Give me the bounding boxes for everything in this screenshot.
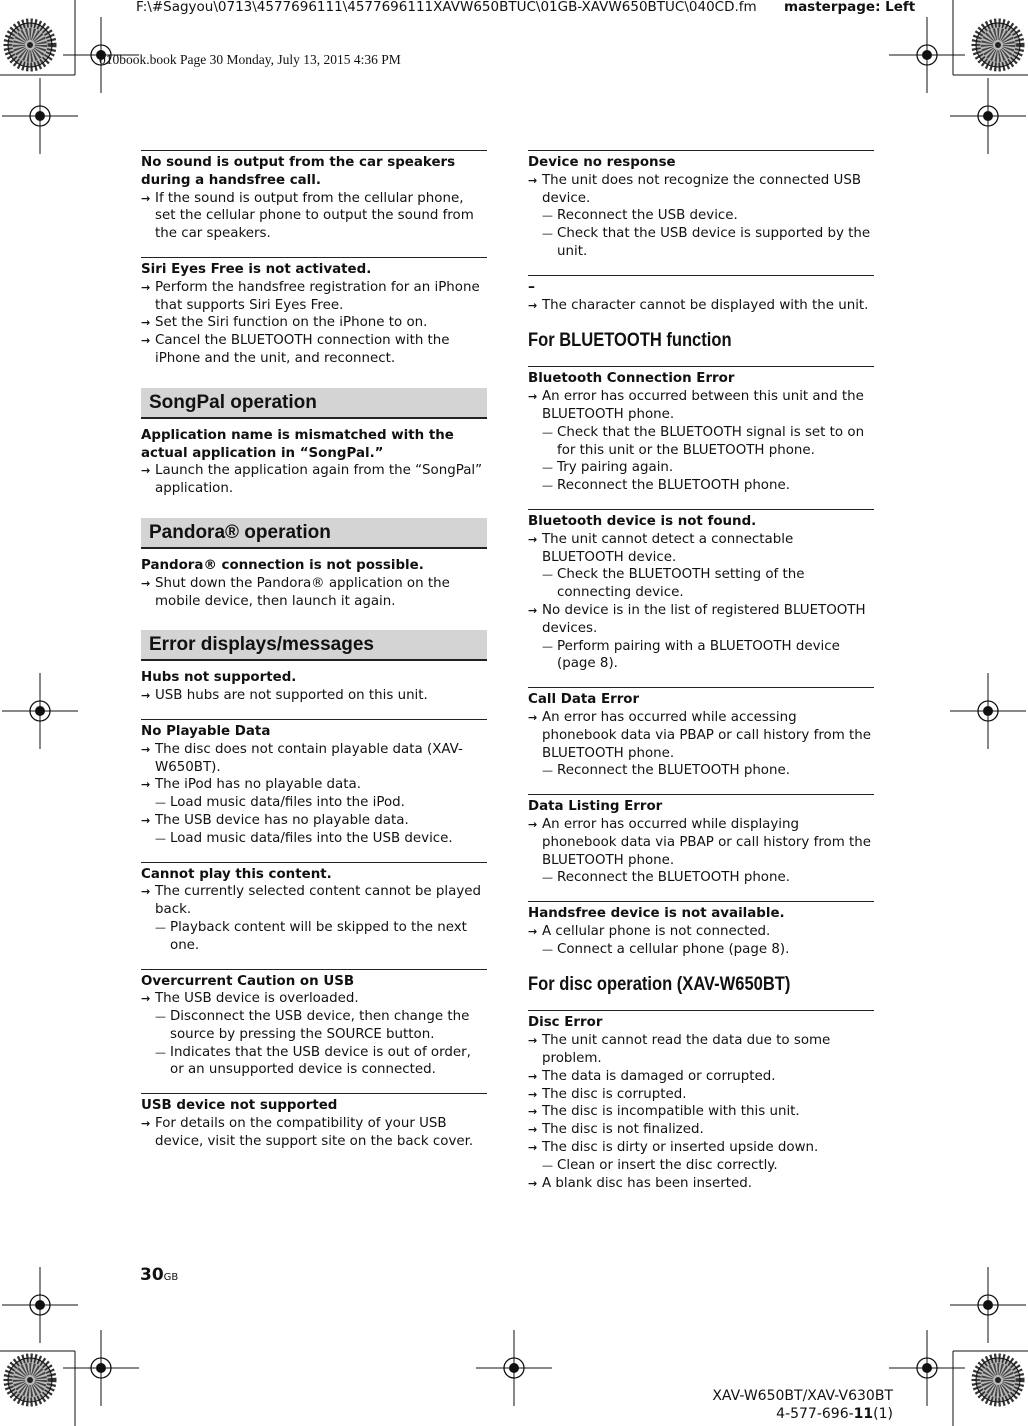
bullet: → Cancel the BLUETOOTH connection with the iPhone and the unit, and reconnect. bbox=[141, 332, 487, 368]
entry-title: Data Listing Error bbox=[528, 799, 663, 815]
entry-title: Pandora® connection is not possible. bbox=[141, 557, 424, 573]
bullet: → The iPod has no playable data. bbox=[141, 776, 487, 794]
entry-overcurrent bbox=[141, 969, 487, 1094]
dash-item: — Connect a cellular phone (page 8). bbox=[528, 941, 874, 959]
entry-title: Application name is mismatched with the actual application in “SongPal.” bbox=[141, 427, 454, 461]
entry-title: Bluetooth Connection Error bbox=[528, 371, 735, 387]
entry-title: Siri Eyes Free is not activated. bbox=[141, 261, 372, 277]
dash-item: — Reconnect the BLUETOOTH phone. bbox=[528, 762, 874, 780]
left-column bbox=[141, 150, 487, 1165]
dash-item: — Check that the USB device is supported by the unit. bbox=[528, 225, 874, 261]
page-number bbox=[140, 1265, 178, 1285]
entry-title: Cannot play this content. bbox=[141, 866, 332, 882]
entry-bt-connection-error bbox=[528, 366, 874, 509]
entry-title: Hubs not supported. bbox=[141, 670, 297, 686]
entry-hubs bbox=[141, 666, 487, 719]
dash-item: — Reconnect the BLUETOOTH phone. bbox=[528, 869, 874, 887]
entry-title: Bluetooth device is not found. bbox=[528, 513, 757, 529]
bullet: → For details on the compatibility of your USB device, visit the support site on the back cover. bbox=[141, 1115, 487, 1151]
entry-bt-not-found bbox=[528, 509, 874, 687]
entry-data-listing-error bbox=[528, 794, 874, 901]
entry-title: No sound is output from the car speakers during a handsfree call. bbox=[141, 155, 456, 188]
right-column bbox=[528, 150, 874, 1206]
bullet: → An error has occurred between this unit and the BLUETOOTH phone. bbox=[528, 388, 874, 424]
entry-cannot-play bbox=[141, 862, 487, 969]
entry-title: Call Data Error bbox=[528, 692, 640, 708]
part-code-prefix: 4-577-696- bbox=[776, 1406, 854, 1422]
bullet: → The disc is not finalized. bbox=[528, 1121, 874, 1139]
entry-pandora bbox=[141, 554, 487, 624]
bullet: → USB hubs are not supported on this unit. bbox=[141, 687, 487, 705]
part-code bbox=[776, 1406, 893, 1422]
dash-item: — Clean or insert the disc correctly. bbox=[528, 1157, 874, 1175]
section-band-songpal: SongPal operation bbox=[141, 388, 487, 419]
bullet: → The character cannot be displayed with the unit. bbox=[528, 297, 874, 315]
bullet: → Perform the handsfree registration for an iPhone that supports Siri Eyes Free. bbox=[141, 279, 487, 315]
dash-item: — Playback content will be skipped to the next one. bbox=[141, 919, 487, 955]
bullet: → The disc is incompatible with this unit. bbox=[528, 1103, 874, 1121]
entry-no-playable-data bbox=[141, 719, 487, 862]
bullet: → An error has occurred while displaying phonebook data via PBAP or call history from the BLUETOOTH phone. bbox=[528, 816, 874, 869]
entry-title: – bbox=[528, 278, 535, 295]
bullet: → The disc does not contain playable data (XAV-W650BT). bbox=[141, 741, 487, 777]
dash-item: — Perform pairing with a BLUETOOTH device (page 8). bbox=[528, 638, 874, 674]
section-band-pandora: Pandora® operation bbox=[141, 518, 487, 549]
entry-songpal bbox=[141, 424, 487, 512]
bullet: → No device is in the list of registered BLUETOOTH devices. bbox=[528, 602, 874, 638]
bullet: → The unit cannot read the data due to some problem. bbox=[528, 1032, 874, 1068]
bullet: → The unit does not recognize the connected USB device. bbox=[528, 172, 874, 208]
bullet: → The unit cannot detect a connectable BLUETOOTH device. bbox=[528, 531, 874, 567]
bullet: → The USB device is overloaded. bbox=[141, 990, 487, 1008]
bullet: → A blank disc has been inserted. bbox=[528, 1175, 874, 1193]
dash-item: — Reconnect the USB device. bbox=[528, 207, 874, 225]
part-code-suffix: (1) bbox=[873, 1406, 893, 1422]
dash-item: — Load music data/files into the iPod. bbox=[141, 794, 487, 812]
bullet: → The currently selected content cannot be played back. bbox=[141, 883, 487, 919]
section-heading-disc: For disc operation (XAV-W650BT) bbox=[528, 974, 791, 996]
dash-item: — Load music data/files into the USB device. bbox=[141, 830, 487, 848]
bullet: → The disc is dirty or inserted upside down. bbox=[528, 1139, 874, 1157]
part-code-bold: 11 bbox=[853, 1406, 874, 1422]
page-number-value: 30 bbox=[140, 1265, 164, 1285]
entry-title: Device no response bbox=[528, 155, 676, 170]
bullet: → An error has occurred while accessing phonebook data via PBAP or call history from the BLUETOOTH phone. bbox=[528, 709, 874, 762]
dash-item: — Check the BLUETOOTH setting of the connecting device. bbox=[528, 566, 874, 602]
entry-title: Disc Error bbox=[528, 1015, 603, 1031]
entry-disc-error bbox=[528, 1010, 874, 1206]
entry-siri bbox=[141, 257, 487, 382]
bullet: → The disc is corrupted. bbox=[528, 1086, 874, 1104]
entry-title: No Playable Data bbox=[141, 723, 271, 739]
entry-handsfree-unavailable bbox=[528, 901, 874, 972]
bullet: → The data is damaged or corrupted. bbox=[528, 1068, 874, 1086]
section-band-errors: Error displays/messages bbox=[141, 630, 487, 661]
entry-device-no-response bbox=[528, 150, 874, 275]
entry-title: Overcurrent Caution on USB bbox=[141, 973, 355, 989]
dash-item: — Try pairing again. bbox=[528, 459, 874, 477]
entry-usb-not-supported bbox=[141, 1093, 487, 1164]
entry-call-data-error bbox=[528, 687, 874, 794]
model-numbers: XAV-W650BT/XAV-V630BT bbox=[712, 1388, 893, 1404]
entry-title: USB device not supported bbox=[141, 1098, 338, 1114]
dash-item: — Disconnect the USB device, then change the source by pressing the SOURCE button. bbox=[141, 1008, 487, 1044]
page-number-suffix: GB bbox=[163, 1272, 179, 1283]
entry-title: Handsfree device is not available. bbox=[528, 906, 785, 922]
masterpage-label: masterpage: Left bbox=[784, 0, 916, 15]
dash-item: — Indicates that the USB device is out of order, or an unsupported device is connected. bbox=[141, 1044, 487, 1080]
bullet: → The USB device has no playable data. bbox=[141, 812, 487, 830]
dash-item: — Reconnect the BLUETOOTH phone. bbox=[528, 477, 874, 495]
bullet: → If the sound is output from the cellular phone, set the cellular phone to output the sound from the car speakers. bbox=[141, 190, 487, 243]
bullet: → Launch the application again from the “SongPal” application. bbox=[141, 462, 487, 498]
entry-no-sound bbox=[141, 150, 487, 257]
bullet: → Shut down the Pandora® application on the mobile device, then launch it again. bbox=[141, 575, 487, 611]
dash-item: — Check that the BLUETOOTH signal is set to on for this unit or the BLUETOOTH phone. bbox=[528, 424, 874, 460]
file-path-header: F:\#Sagyou\0713\4577696111\4577696111XAVW650BTUC\01GB-XAVW650BTUC\040CD.fm bbox=[136, 0, 757, 15]
bullet: → Set the Siri function on the iPhone to on. bbox=[141, 314, 487, 332]
book-stamp: 010book.book Page 30 Monday, July 13, 2015 4:36 PM bbox=[99, 52, 401, 67]
entry-dash-character bbox=[528, 275, 874, 329]
bullet: → A cellular phone is not connected. bbox=[528, 923, 874, 941]
section-heading-bluetooth: For BLUETOOTH function bbox=[528, 330, 732, 352]
